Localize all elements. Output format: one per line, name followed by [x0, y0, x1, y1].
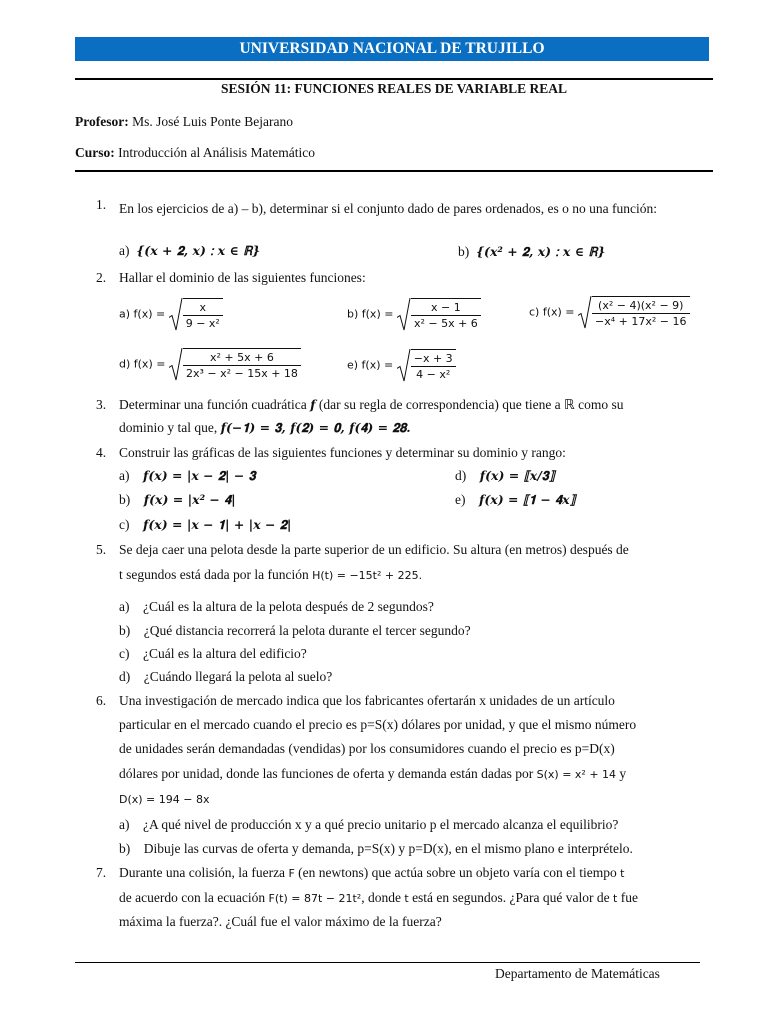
exercise-6-line-1: Una investigación de mercado indica que los fabricantes ofertarán x unidades de un artículo — [119, 693, 615, 708]
exercise-7-t2: t — [404, 892, 409, 905]
university-banner: UNIVERSIDAD NACIONAL DE TRUJILLO — [75, 37, 709, 61]
course-label: Curso: — [75, 145, 115, 160]
exercise-3-line-2 — [119, 420, 411, 436]
exercise-2d-denominator: 2x³ − x² − 15x + 18 — [185, 367, 298, 380]
exercise-5-number: 5. — [96, 542, 107, 557]
exercise-7-text-e: está en segundos. ¿Para qué valor de — [408, 890, 613, 905]
exercise-2c-numerator: (x² − 4)(x² − 9) — [592, 298, 689, 314]
exercise-1-text: En los ejercicios de a) – b), determinar si el conjunto dado de pares ordenados, es o no una función: — [119, 201, 657, 216]
exercise-7-text-b: (en newtons) que actúa sobre un objeto varía con el tiempo — [294, 865, 621, 880]
exercise-4d-math: 𝒇(𝒙) = ⟦𝒙/𝟑⟧ — [479, 468, 555, 483]
exercise-4d-label: d) — [455, 468, 467, 483]
professor-label: Profesor: — [75, 114, 129, 129]
professor-name: Ms. José Luis Ponte Bejarano — [128, 114, 293, 129]
exercise-2a-denominator: 9 − x² — [185, 317, 220, 330]
exercise-4a-label: a) — [119, 468, 130, 483]
footer-department: Departamento de Matemáticas — [495, 966, 660, 981]
exercise-2a-numerator: x — [183, 300, 223, 316]
exercise-2b — [347, 298, 481, 331]
exercise-2e-numerator: −x + 3 — [411, 351, 456, 367]
exercise-4c-math: 𝒇(𝒙) = |𝒙 − 𝟏| + |𝒙 − 𝟐| — [143, 517, 292, 532]
exercise-4e-math: 𝒇(𝒙) = ⟦𝟏 − 𝟒𝒙⟧ — [479, 492, 576, 507]
exercise-5a-label: a) — [119, 599, 130, 614]
professor-line — [75, 114, 293, 130]
exercise-5-formula: H(t) = −15t² + 225. — [312, 569, 423, 582]
exercise-5-line-1: Se deja caer una pelota desde la parte superior de un edificio. Su altura (en metros) después de — [119, 542, 629, 557]
exercise-4e-label: e) — [455, 492, 466, 507]
exercise-6-and: y — [616, 766, 627, 781]
header-rule-bottom — [75, 170, 713, 172]
exercise-3-text-b: (dar su regla de correspondencia) que tiene a ℝ como su — [315, 397, 624, 412]
exercise-5b-label: b) — [119, 623, 131, 638]
exercise-7-F: F — [288, 867, 295, 880]
exercise-7-formula: F(t) = 87t − 21t² — [268, 892, 362, 905]
exercise-7-t: t — [620, 867, 625, 880]
exercise-3-text-a: Determinar una función cuadrática — [119, 397, 311, 412]
exercise-2-text: Hallar el dominio de las siguientes funciones: — [119, 270, 366, 285]
exercise-2b-label: b) f(x) = — [347, 307, 394, 321]
exercise-6-line-3: de unidades serán demandadas (vendidas) por los consumidores cuando el precio es p=D(x) — [119, 741, 615, 756]
exercise-5d-text: ¿Cuándo llegará la pelota al suelo? — [143, 669, 333, 684]
exercise-6a-text: ¿A qué nivel de producción x y a qué precio unitario p el mercado alcanza el equilibrio? — [143, 817, 619, 832]
exercise-4c-label: c) — [119, 517, 130, 532]
exercise-4b — [119, 492, 236, 508]
exercise-7-text-a: Durante una colisión, la fuerza — [119, 865, 289, 880]
exercise-2c-denominator: −x⁴ + 17x² − 16 — [595, 315, 687, 328]
exercise-7-t3: t — [613, 892, 618, 905]
exercise-5-text: t segundos está dada por la función — [119, 567, 313, 582]
exercise-5c — [119, 646, 307, 662]
exercise-2c — [529, 296, 690, 329]
exercise-7-line-2 — [119, 890, 638, 906]
exercise-5b — [119, 623, 471, 639]
exercise-6-line-2: particular en el mercado cuando el precio es p=S(x) dólares por unidad, y que el mismo número — [119, 717, 637, 732]
exercise-5a-text: ¿Cuál es la altura de la pelota después de 2 segundos? — [143, 599, 434, 614]
exercise-2e-label: e) f(x) = — [347, 358, 394, 372]
exercise-1b-label: b) — [458, 244, 470, 259]
exercise-6b-text: Dibuje las curvas de oferta y demanda, p=S(x) y p=D(x), en el mismo plano e interprételo. — [143, 841, 633, 856]
exercise-1-number: 1. — [96, 197, 107, 212]
exercise-1a-label: a) — [119, 243, 130, 258]
exercise-6-number: 6. — [96, 693, 107, 708]
exercise-5b-text: ¿Qué distancia recorrerá la pelota durante el tercer segundo? — [143, 623, 471, 638]
exercise-5d-label: d) — [119, 669, 131, 684]
exercise-4a-math: 𝒇(𝒙) = |𝒙 − 𝟐| − 𝟑 — [143, 468, 256, 483]
exercise-2b-numerator: x − 1 — [411, 300, 481, 316]
exercise-2-number: 2. — [96, 270, 107, 285]
exercise-1b-math: {(𝒙² + 𝟐, 𝒙) ∶ 𝒙 ∈ ℝ} — [476, 244, 606, 259]
exercise-5c-text: ¿Cuál es la altura del edificio? — [143, 646, 307, 661]
exercise-2a-label: a) f(x) = — [119, 307, 166, 321]
exercise-7-text-f: fue — [617, 890, 638, 905]
exercise-1a-math: {(𝒙 + 𝟐, 𝒙) ∶ 𝒙 ∈ ℝ} — [136, 243, 261, 258]
exercise-6a — [119, 817, 618, 833]
exercise-3-line-1 — [119, 397, 624, 413]
exercise-3-f: 𝒇 — [310, 397, 316, 412]
exercise-4b-label: b) — [119, 492, 131, 507]
exercise-5d — [119, 669, 332, 685]
exercise-2d-label: d) f(x) = — [119, 357, 166, 371]
exercise-4b-math: 𝒇(𝒙) = |𝒙² − 𝟒| — [143, 492, 236, 507]
exercise-5-line-2 — [119, 567, 422, 583]
exercise-7-text-d: , donde — [361, 890, 405, 905]
exercise-4-text: Construir las gráficas de las siguientes funciones y determinar su dominio y rango: — [119, 445, 566, 460]
exercise-2c-label: c) f(x) = — [529, 305, 575, 319]
exercise-7-line-3: máxima la fuerza?. ¿Cuál fue el valor máximo de la fuerza? — [119, 914, 442, 929]
exercise-1b — [458, 244, 605, 260]
exercise-6-line-4 — [119, 766, 626, 782]
exercise-2d-numerator: x² + 5x + 6 — [183, 350, 301, 366]
exercise-2b-denominator: x² − 5x + 6 — [413, 317, 478, 330]
exercise-4-number: 4. — [96, 445, 107, 460]
exercise-7-number: 7. — [96, 865, 107, 880]
exercise-3-text-c: dominio y tal que, — [119, 420, 221, 435]
exercise-6-text: dólares por unidad, donde las funciones de oferta y demanda están dadas por — [119, 766, 537, 781]
exercise-4c — [119, 517, 291, 533]
exercise-6-supply: S(x) = x² + 14 — [536, 768, 617, 781]
exercise-6b-label: b) — [119, 841, 131, 856]
course-line — [75, 145, 315, 161]
exercise-4e — [455, 492, 576, 508]
exercise-2e — [347, 349, 456, 382]
exercise-7-line-1 — [119, 865, 625, 881]
exercise-7-text-c: de acuerdo con la ecuación — [119, 890, 269, 905]
exercise-6b — [119, 841, 633, 857]
exercise-5c-label: c) — [119, 646, 130, 661]
exercise-3-number: 3. — [96, 397, 107, 412]
exercise-2a — [119, 298, 223, 331]
course-name: Introducción al Análisis Matemático — [114, 145, 315, 160]
header-rule-top — [75, 78, 713, 80]
exercise-4a — [119, 468, 256, 484]
exercise-4d — [455, 468, 555, 484]
exercise-6a-label: a) — [119, 817, 130, 832]
exercise-5a — [119, 599, 434, 615]
exercise-2e-denominator: 4 − x² — [416, 368, 451, 381]
exercise-6-demand: D(x) = 194 − 8x — [119, 793, 210, 806]
exercise-1a — [119, 243, 260, 259]
session-title: SESIÓN 11: FUNCIONES REALES DE VARIABLE REAL — [220, 81, 568, 96]
footer-rule — [75, 962, 700, 963]
exercise-2d — [119, 348, 301, 381]
exercise-3-conditions: 𝒇(−𝟏) = 𝟑, 𝒇(𝟐) = 𝟎, 𝒇(𝟒) = 𝟐𝟖. — [220, 420, 411, 435]
